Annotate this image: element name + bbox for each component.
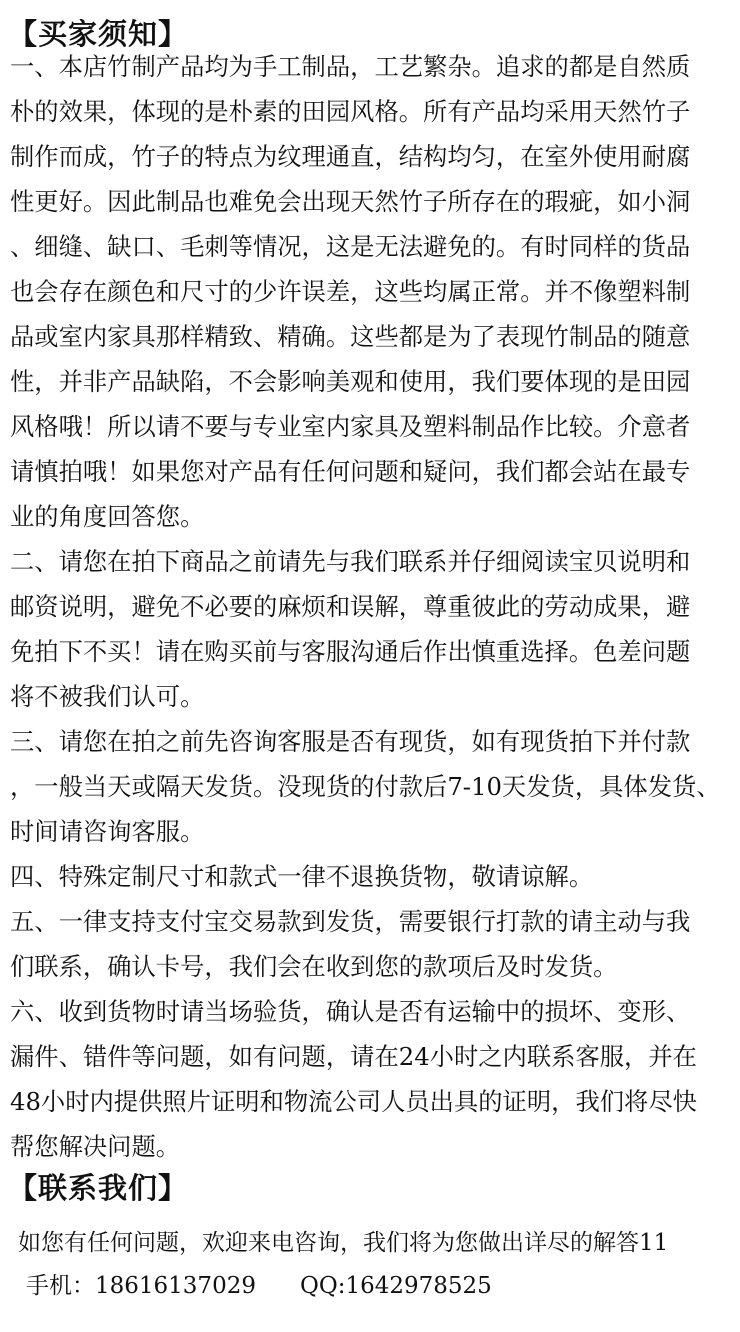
- notice-line: ，一般当天或隔天发货。没现货的付款后7-10天发货，具体发货、: [10, 772, 721, 801]
- notice-line: 业的角度回答您。: [10, 502, 205, 531]
- notice-line: 邮资说明，避免不必要的麻烦和误解，尊重彼此的劳动成果，避: [10, 592, 691, 621]
- notice-line: 六、收到货物时请当场验货，确认是否有运输中的损坏、变形、: [10, 997, 691, 1026]
- notice-line: 将不被我们认可。: [10, 682, 205, 711]
- notice-line: 免拍下不买！请在购买前与客服沟通后作出慎重选择。色差问题: [10, 637, 691, 666]
- contact-us-heading: 【联系我们】: [8, 1171, 189, 1205]
- notice-line: 一、本店竹制产品均为手工制品，工艺繁杂。追求的都是自然质: [10, 52, 691, 81]
- notice-line: 、细缝、缺口、毛刺等情况，这是无法避免的。有时同样的货品: [10, 232, 691, 261]
- notice-line: 漏件、错件等问题，如有问题，请在24小时之内联系客服，并在: [10, 1042, 697, 1071]
- buyer-notice-heading: 【买家须知】: [8, 17, 189, 51]
- notice-line: 们联系，确认卡号，我们会在收到您的款项后及时发货。: [10, 952, 618, 981]
- notice-line: 48小时内提供照片证明和物流公司人员出具的证明，我们将尽快: [10, 1087, 697, 1116]
- notice-line: 请慎拍哦！如果您对产品有任何问题和疑问，我们都会站在最专: [10, 457, 691, 486]
- contact-intro: 如您有任何问题，欢迎来电咨询，我们将为您做出详尽的解答11: [18, 1230, 669, 1256]
- notice-line: 性更好。因此制品也难免会出现天然竹子所存在的瑕疵，如小洞: [10, 187, 691, 216]
- notice-line: 也会存在颜色和尺寸的少许误差，这些均属正常。并不像塑料制: [10, 277, 691, 306]
- notice-line: 性，并非产品缺陷，不会影响美观和使用，我们要体现的是田园: [10, 367, 691, 396]
- notice-line: 五、一律支持支付宝交易款到发货，需要银行打款的请主动与我: [10, 907, 691, 936]
- notice-line: 制作而成，竹子的特点为纹理通直，结构均匀，在室外使用耐腐: [10, 142, 691, 171]
- notice-line: 朴的效果，体现的是朴素的田园风格。所有产品均采用天然竹子: [10, 97, 691, 126]
- notice-line: 风格哦！所以请不要与专业室内家具及塑料制品作比较。介意者: [10, 412, 691, 441]
- notice-line: 时间请咨询客服。: [10, 817, 205, 846]
- notice-line: 二、请您在拍下商品之前请先与我们联系并仔细阅读宝贝说明和: [10, 547, 691, 576]
- contact-qq: QQ:1642978525: [300, 1273, 492, 1299]
- notice-line: 四、特殊定制尺寸和款式一律不退换货物，敬请谅解。: [10, 862, 594, 891]
- notice-line: 品或室内家具那样精致、精确。这些都是为了表现竹制品的随意: [10, 322, 691, 351]
- contact-phone: 手机：18616137029: [26, 1273, 256, 1299]
- notice-line: 三、请您在拍之前先咨询客服是否有现货，如有现货拍下并付款: [10, 727, 691, 756]
- notice-line: 帮您解决问题。: [10, 1132, 181, 1161]
